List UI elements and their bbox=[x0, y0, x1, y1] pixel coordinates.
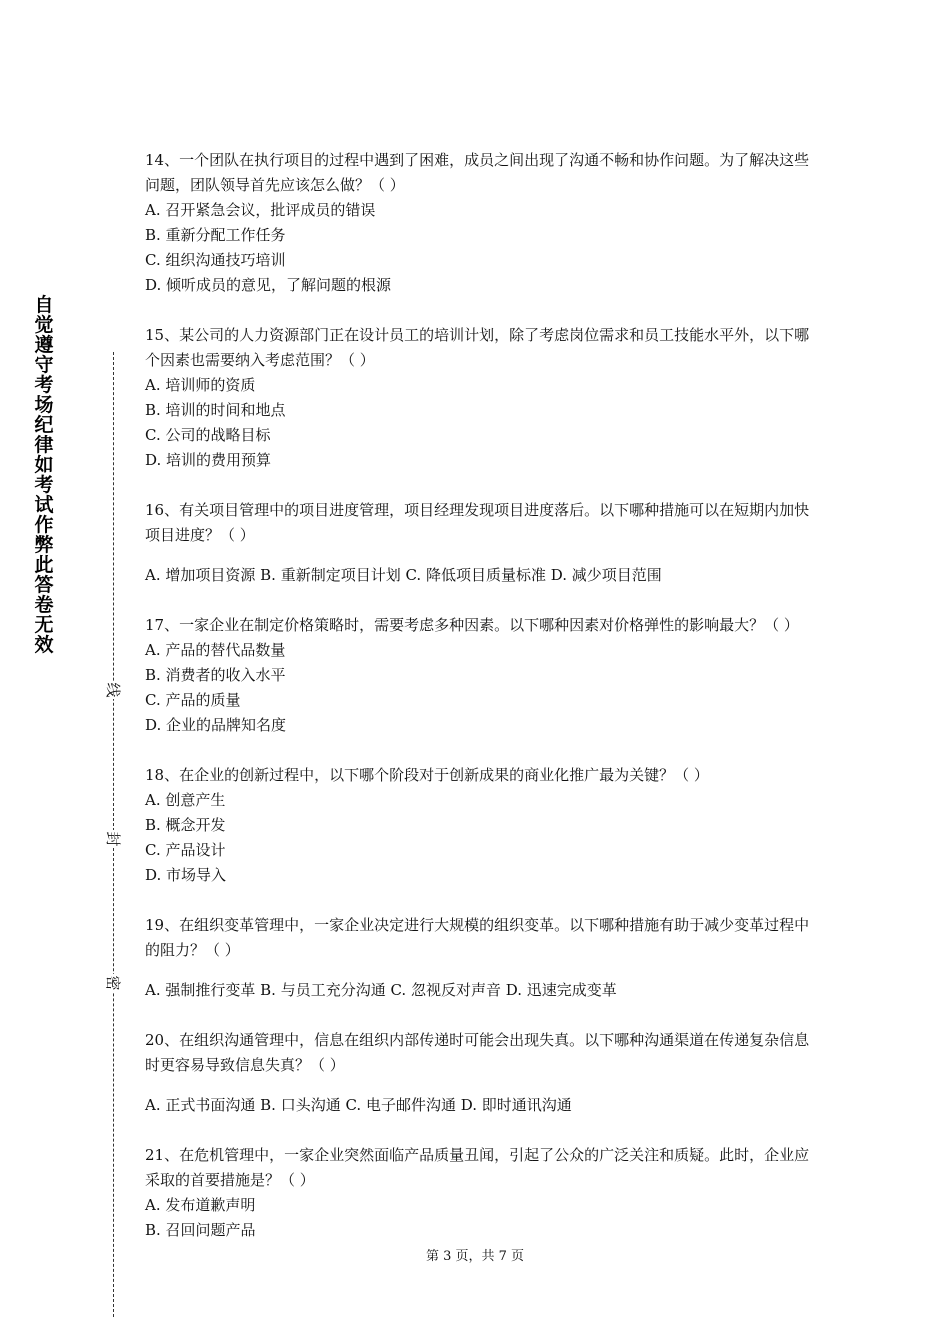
option-b: B. 召回问题产品 bbox=[145, 1221, 256, 1239]
option-b: B. 概念开发 bbox=[145, 816, 226, 834]
option-b: B. 消费者的收入水平 bbox=[145, 666, 286, 684]
question-16 bbox=[145, 498, 815, 588]
option-c: C. 公司的战略目标 bbox=[145, 426, 271, 444]
exam-discipline-notice: 自觉遵守考场纪律如考试作弊此答卷无效 bbox=[34, 294, 54, 656]
question-19 bbox=[145, 913, 815, 1003]
option-d: D. 倾听成员的意见，了解问题的根源 bbox=[145, 276, 392, 294]
question-18 bbox=[145, 763, 815, 888]
question-21 bbox=[145, 1143, 815, 1243]
option-a: A. 创意产生 bbox=[145, 791, 226, 809]
question-text: 14、一个团队在执行项目的过程中遇到了困难，成员之间出现了沟通不畅和协作问题。为了解决这些问题，团队领导首先应该怎么做？（ ） bbox=[145, 151, 810, 194]
option-d: D. 企业的品牌知名度 bbox=[145, 716, 287, 734]
option-d: D. 培训的费用预算 bbox=[145, 451, 272, 469]
option-a: A. 发布道歉声明 bbox=[145, 1196, 256, 1214]
question-list bbox=[145, 148, 815, 1268]
binding-label-secret: 密 bbox=[100, 974, 126, 992]
option-d: D. 市场导入 bbox=[145, 866, 227, 884]
option-c: C. 组织沟通技巧培训 bbox=[145, 251, 286, 269]
binding-label-seal: 封 bbox=[100, 830, 126, 848]
page-number: 第 3 页，共 7 页 bbox=[425, 1249, 525, 1264]
question-14 bbox=[145, 148, 815, 298]
question-text: 20、在组织沟通管理中，信息在组织内部传递时可能会出现失真。以下哪种沟通渠道在传递复杂信息时更容易导致信息失真？（ ） bbox=[145, 1031, 810, 1074]
question-text: 19、在组织变革管理中，一家企业决定进行大规模的组织变革。以下哪种措施有助于减少变革过程中的阻力？（ ） bbox=[145, 916, 810, 959]
question-text: 16、有关项目管理中的项目进度管理，项目经理发现项目进度落后。以下哪种措施可以在短期内加快项目进度？（ ） bbox=[145, 501, 810, 544]
question-text: 17、一家企业在制定价格策略时，需要考虑多种因素。以下哪种因素对价格弹性的影响最大？（ ） bbox=[145, 616, 799, 634]
options-inline: A. 正式书面沟通 B. 口头沟通 C. 电子邮件沟通 D. 即时通讯沟通 bbox=[145, 1096, 572, 1114]
question-20 bbox=[145, 1028, 815, 1118]
option-b: B. 培训的时间和地点 bbox=[145, 401, 286, 419]
option-c: C. 产品设计 bbox=[145, 841, 226, 859]
question-text: 15、某公司的人力资源部门正在设计员工的培训计划，除了考虑岗位需求和员工技能水平外，以下哪个因素也需要纳入考虑范围？（ ） bbox=[145, 326, 810, 369]
question-17 bbox=[145, 613, 815, 738]
options-inline: A. 增加项目资源 B. 重新制定项目计划 C. 降低项目质量标准 D. 减少项目范围 bbox=[145, 566, 662, 584]
option-c: C. 产品的质量 bbox=[145, 691, 241, 709]
option-a: A. 产品的替代品数量 bbox=[145, 641, 286, 659]
binding-label-line: 线 bbox=[100, 681, 126, 699]
option-b: B. 重新分配工作任务 bbox=[145, 226, 286, 244]
option-a: A. 召开紧急会议，批评成员的错误 bbox=[145, 201, 376, 219]
options-inline: A. 强制推行变革 B. 与员工充分沟通 C. 忽视反对声音 D. 迅速完成变革 bbox=[145, 981, 617, 999]
question-text: 21、在危机管理中，一家企业突然面临产品质量丑闻，引起了公众的广泛关注和质疑。此时，企业应采取的首要措施是？（ ） bbox=[145, 1146, 810, 1189]
question-text: 18、在企业的创新过程中，以下哪个阶段对于创新成果的商业化推广最为关键？（ ） bbox=[145, 766, 709, 784]
question-15 bbox=[145, 323, 815, 473]
option-a: A. 培训师的资质 bbox=[145, 376, 256, 394]
